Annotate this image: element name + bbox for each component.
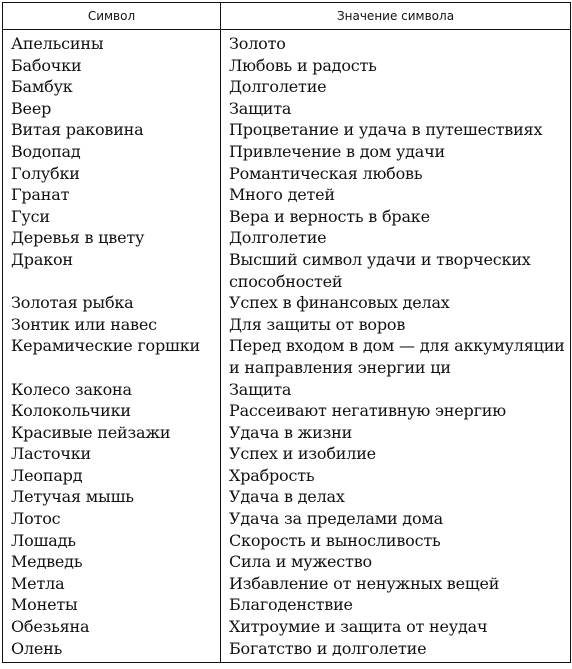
- symbols-table: [2, 2, 571, 663]
- symbol-cell: Дракон: [3, 249, 221, 292]
- table-row: [3, 422, 571, 444]
- symbol-cell: Колокольчики: [3, 400, 221, 422]
- symbol-cell: Веер: [3, 98, 221, 120]
- table-row: [3, 141, 571, 163]
- meaning-cell: Удача за пределами дома: [221, 508, 571, 530]
- meaning-cell: Долголетие: [221, 227, 571, 249]
- symbol-cell: Золотая рыбка: [3, 292, 221, 314]
- table-row: [3, 335, 571, 378]
- symbol-cell: Леопард: [3, 465, 221, 487]
- meaning-cell: Успех и изобилие: [221, 443, 571, 465]
- symbol-cell: Обезьяна: [3, 616, 221, 638]
- symbol-cell: Бабочки: [3, 55, 221, 77]
- table-row: [3, 573, 571, 595]
- symbol-cell: Лотос: [3, 508, 221, 530]
- table-row: [3, 465, 571, 487]
- table-row: [3, 163, 571, 185]
- meaning-cell: Для защиты от воров: [221, 314, 571, 336]
- table-row: [3, 616, 571, 638]
- symbol-cell: Олень: [3, 638, 221, 663]
- table-row: [3, 184, 571, 206]
- meaning-cell: Романтическая любовь: [221, 163, 571, 185]
- symbol-cell: Красивые пейзажи: [3, 422, 221, 444]
- symbol-cell: Деревья в цвету: [3, 227, 221, 249]
- meaning-cell: Благоденствие: [221, 594, 571, 616]
- meaning-cell: Вера и верность в браке: [221, 206, 571, 228]
- meaning-cell: Хитроумие и защита от неудач: [221, 616, 571, 638]
- symbol-cell: Летучая мышь: [3, 486, 221, 508]
- symbol-cell: Водопад: [3, 141, 221, 163]
- symbol-cell: Монеты: [3, 594, 221, 616]
- table-row: [3, 30, 571, 55]
- meaning-cell: Успех в финансовых делах: [221, 292, 571, 314]
- table-row: [3, 443, 571, 465]
- column-header-meaning: Значение символа: [221, 3, 571, 30]
- symbol-cell: Лошадь: [3, 530, 221, 552]
- meaning-cell: Процветание и удача в путешествиях: [221, 119, 571, 141]
- table-row: [3, 530, 571, 552]
- meaning-cell: Избавление от ненужных вещей: [221, 573, 571, 595]
- symbol-cell: Витая раковина: [3, 119, 221, 141]
- symbol-cell: Бамбук: [3, 76, 221, 98]
- table-row: [3, 249, 571, 292]
- table-body: [3, 30, 571, 663]
- symbol-cell: Гуси: [3, 206, 221, 228]
- symbol-cell: Гранат: [3, 184, 221, 206]
- table-row: [3, 314, 571, 336]
- symbol-cell: Медведь: [3, 551, 221, 573]
- table-row: [3, 76, 571, 98]
- meaning-cell: Защита: [221, 379, 571, 401]
- table-row: [3, 55, 571, 77]
- table-row: [3, 508, 571, 530]
- table-row: [3, 98, 571, 120]
- table-row: [3, 594, 571, 616]
- symbol-cell: Голубки: [3, 163, 221, 185]
- meaning-cell: Удача в жизни: [221, 422, 571, 444]
- table-row: [3, 638, 571, 663]
- table-row: [3, 206, 571, 228]
- meaning-cell: Богатство и долголетие: [221, 638, 571, 663]
- meaning-cell: Удача в делах: [221, 486, 571, 508]
- symbol-cell: Керамические горшки: [3, 335, 221, 378]
- meaning-cell: Золото: [221, 30, 571, 55]
- table-row: [3, 400, 571, 422]
- meaning-cell: Высший символ удачи и творческих способностей: [221, 249, 571, 292]
- symbol-cell: Колесо закона: [3, 379, 221, 401]
- symbol-cell: Апельсины: [3, 30, 221, 55]
- table-row: [3, 119, 571, 141]
- meaning-cell: Скорость и выносливость: [221, 530, 571, 552]
- symbol-cell: Метла: [3, 573, 221, 595]
- meaning-cell: Много детей: [221, 184, 571, 206]
- meaning-cell: Любовь и радость: [221, 55, 571, 77]
- symbol-cell: Зонтик или навес: [3, 314, 221, 336]
- table-row: [3, 227, 571, 249]
- meaning-cell: Сила и мужество: [221, 551, 571, 573]
- table-row: [3, 551, 571, 573]
- meaning-cell: Привлечение в дом удачи: [221, 141, 571, 163]
- table-row: [3, 486, 571, 508]
- meaning-cell: Долголетие: [221, 76, 571, 98]
- meaning-cell: Защита: [221, 98, 571, 120]
- meaning-cell: Перед входом в дом — для аккумуляции и направления энергии ци: [221, 335, 571, 378]
- table-row: [3, 292, 571, 314]
- meaning-cell: Рассеивают негативную энергию: [221, 400, 571, 422]
- table-header-row: [3, 3, 571, 30]
- symbol-cell: Ласточки: [3, 443, 221, 465]
- column-header-symbol: Символ: [3, 3, 221, 30]
- table-row: [3, 379, 571, 401]
- meaning-cell: Храбрость: [221, 465, 571, 487]
